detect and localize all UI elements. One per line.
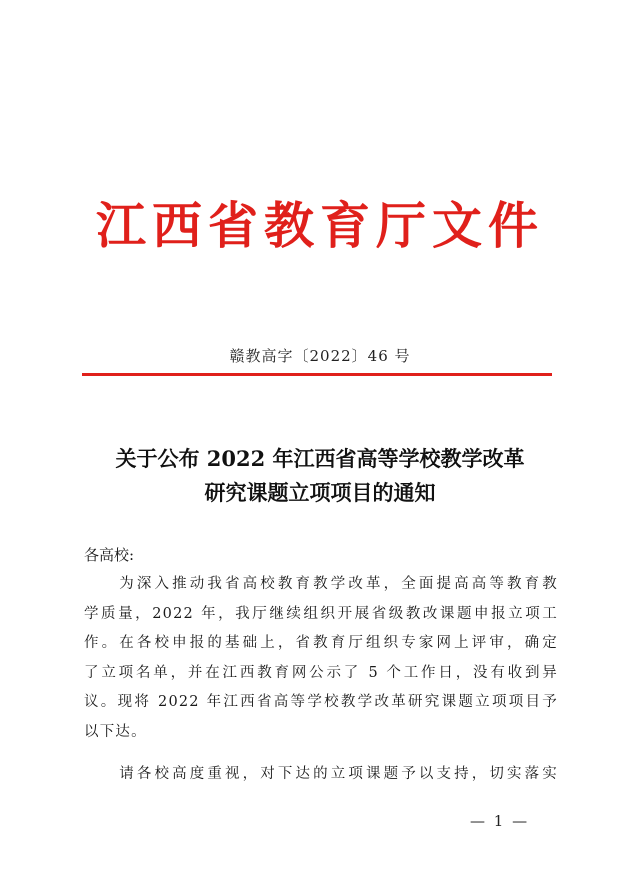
body-paragraph-2 xyxy=(84,760,558,790)
masthead-title: 江西省教育厅文件 xyxy=(96,197,544,255)
salutation: 各高校: xyxy=(84,546,135,564)
body-paragraph-1 xyxy=(84,570,558,747)
document-number: 赣教高字〔2022〕46 号 xyxy=(229,347,411,365)
page-number: — 1 — xyxy=(470,812,530,830)
paragraph-line: 了立项名单，并在江西教育网公示了 5 个工作日，没有收到异 xyxy=(84,664,558,681)
notice-title xyxy=(70,442,570,510)
notice-title-line-2: 研究课题立项项目的通知 xyxy=(204,480,436,505)
red-divider-line xyxy=(82,373,552,376)
paragraph-line: 为深入推动我省高校教育教学改革，全面提高高等教育教 xyxy=(84,576,558,592)
paragraph-line: 作。在各校申报的基础上，省教育厅组织专家网上评审，确定 xyxy=(84,635,558,651)
paragraph-line: 请各校高度重视，对下达的立项课题予以支持，切实落实 xyxy=(84,766,558,782)
paragraph-line: 以下达。 xyxy=(84,723,147,740)
notice-title-line-1: 关于公布 2022 年江西省高等学校教学改革 xyxy=(115,446,525,471)
paragraph-line: 议。现将 2022 年江西省高等学校教学改革研究课题立项项目予 xyxy=(84,694,558,710)
paragraph-line: 学质量，2022 年，我厅继续组织开展省级教改课题申报立项工 xyxy=(84,605,558,622)
